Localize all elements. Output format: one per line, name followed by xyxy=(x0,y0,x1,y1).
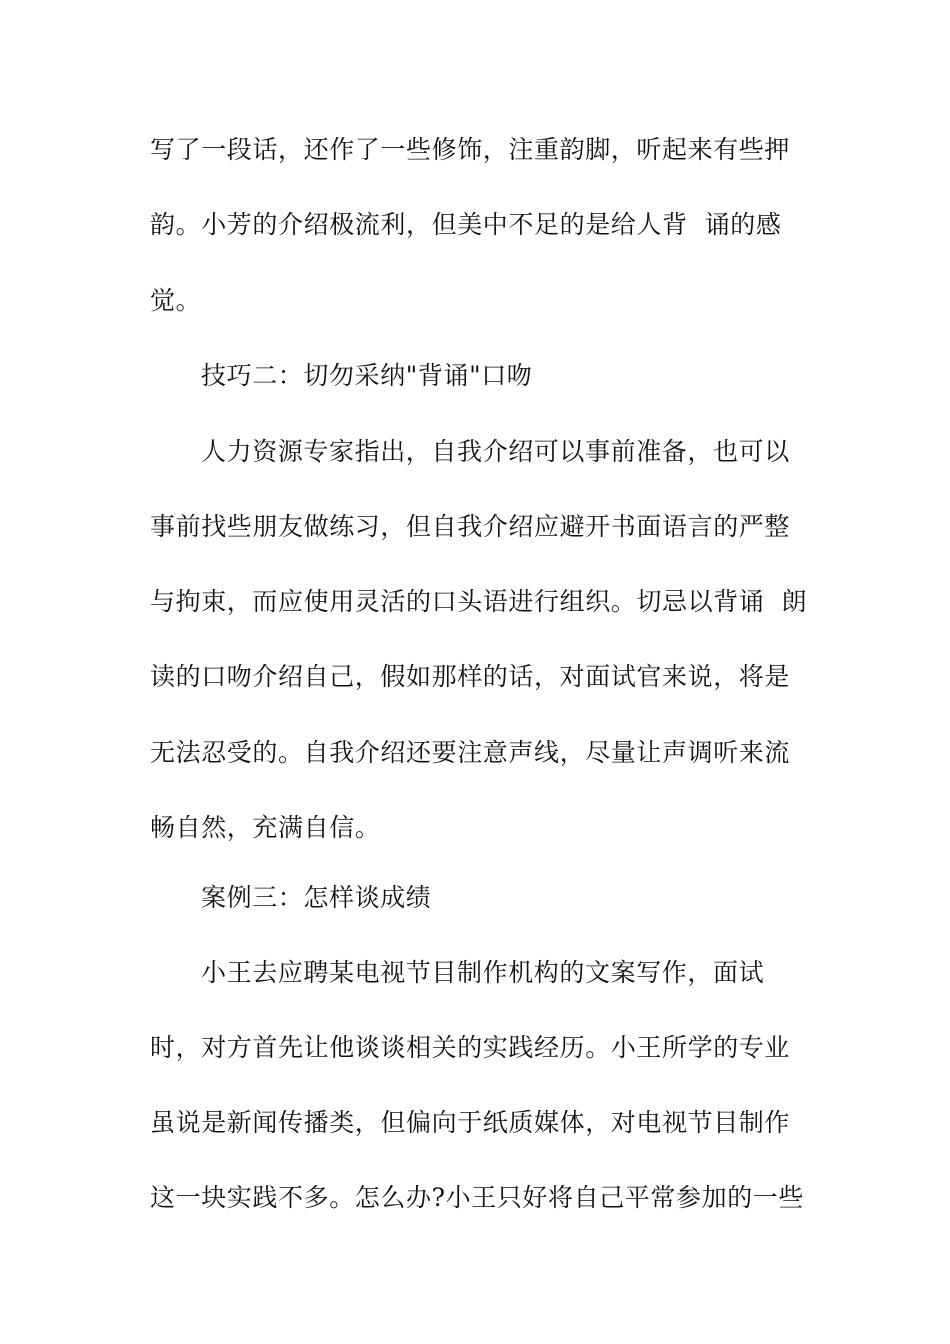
text-line: 虽说是新闻传播类，但偏向于纸质媒体，对电视节目制作 xyxy=(150,1108,791,1137)
text-line: 觉。 xyxy=(150,286,202,315)
section-heading: 案例三：怎样谈成绩 xyxy=(201,883,432,912)
text-line: 与拘束，而应使用灵活的口头语进行组织。切忌以背诵 朗 xyxy=(150,587,808,616)
text-line: 读的口吻介绍自己，假如那样的话，对面试官来说，将是 xyxy=(150,662,791,691)
text-line: 韵。小芳的介绍极流利，但美中不足的是给人背 诵的感 xyxy=(150,210,782,239)
text-line: 无法忍受的。自我介绍还要注意声线，尽量让声调听来流 xyxy=(150,738,791,767)
text-line: 写了一段话，还作了一些修饰，注重韵脚，听起来有些押 xyxy=(150,135,791,164)
text-line: 这一块实践不多。怎么办?小王只好将自己平常参加的一些 xyxy=(150,1183,805,1212)
text-line: 小王去应聘某电视节目制作机构的文案写作，面试 xyxy=(201,958,765,987)
text-line: 畅自然，充满自信。 xyxy=(150,813,381,842)
text-line: 时，对方首先让他谈谈相关的实践经历。小王所学的专业 xyxy=(150,1033,791,1062)
section-heading: 技巧二：切勿采纳"背诵"口吻 xyxy=(201,361,533,390)
text-line: 事前找些朋友做练习，但自我介绍应避开书面语言的严整 xyxy=(150,512,791,541)
text-line: 人力资源专家指出，自我介绍可以事前准备，也可以 xyxy=(201,437,790,466)
